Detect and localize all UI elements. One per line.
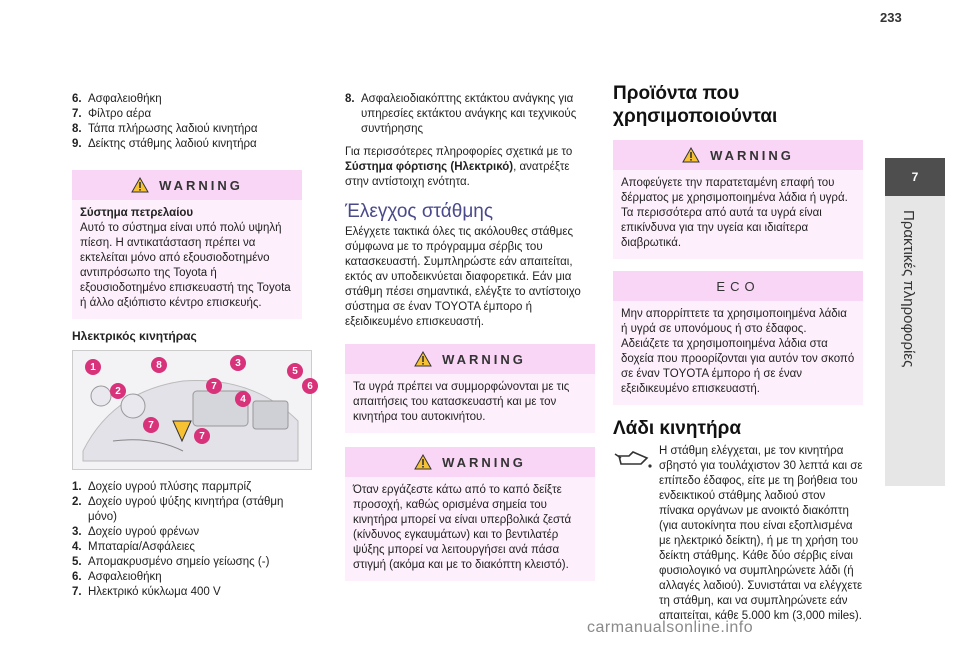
warning-body: Τα υγρά πρέπει να συμμορφώνονται με τις απαιτήσεις του κατασκευαστή και με τον κινητήρα του αυτοκινήτου. (353, 381, 570, 423)
callout-7a: 7 (206, 378, 222, 394)
levels-body: Ελέγχετε τακτικά όλες τις ακόλουθες στάθμες σύμφωνα με το πρόγραμμα σέρβις του κατασκευαστή. Συμπληρώστε εάν απαιτείται, εκτός αν υποδεικνύεται διαφορετικά. Εάν μια στάθμη πέσει σημαντικά, ελέγξτε το αντίστοιχο σύστημα σε έναν TOYOTA έμπορο ή εξειδικευμένο επισκευαστή. (345, 226, 581, 328)
list-item: 3. Δοχείο υγρού φρένων (72, 526, 200, 538)
component-list-bottom (72, 480, 302, 600)
warning-triangle-icon (414, 454, 432, 470)
eco-box (613, 271, 863, 405)
warning-triangle-icon (682, 147, 700, 163)
callout-2: 2 (110, 383, 126, 399)
list-item: 8. Τάπα πλήρωσης λαδιού κινητήρα (72, 123, 258, 135)
section-heading: Έλεγχος στάθμης (345, 201, 494, 222)
warning-box-skin (613, 140, 863, 259)
list-item: 2. Δοχείο υγρού ψύξης κινητήρα (στάθμη μόνο) (72, 496, 284, 523)
column-2 (345, 92, 595, 581)
warning-body: Αποφεύγετε την παρατεταμένη επαφή του δέρματος με χρησιμοποιημένα λάδια ή υγρά. Τα περισσότερα από αυτά τα υγρά είναι επικίνδυνα για την υγεία και ιδιαίτερα διαβρωτικά. (621, 177, 848, 249)
list-item: 6. Ασφαλειοθήκη (72, 93, 162, 105)
page-number: 233 (880, 10, 902, 25)
component-list-item-8 (345, 92, 595, 137)
list-item: 7. Ηλεκτρικό κύκλωμα 400 V (72, 586, 221, 598)
products-title: Προϊόντα που χρησιμοποιούνται (613, 83, 778, 127)
warning-header: WARNING (442, 351, 526, 367)
component-list-top (72, 92, 302, 152)
engine-oil-heading: Λάδι κινητήρα (613, 418, 741, 439)
callout-7c: 7 (194, 428, 210, 444)
warning-triangle-icon (131, 177, 149, 193)
warning-body: Αυτό το σύστημα είναι υπό πολύ υψηλή πίεση. Η αντικατάσταση πρέπει να εκτελείται μόνο από εξουσιοδοτημένο αντιπρόσωπο της Toyota ή εξουσιοδοτημένο επισκευαστή της Toyota ή άλλο αξιόπιστο κέντρο επισκευής. (80, 222, 291, 309)
engine-oil-body: Η στάθμη ελέγχεται, με τον κινητήρα σβηστό για τουλάχιστον 30 λεπτά και σε επίπεδο έδαφος, είτε με τη βοήθεια του ενδεικτικού στάθμης λαδιού στον πίνακα οργάνων με ανοικτό διακόπτη (για αυτοκίνητα που είναι εξοπλισμένα με ηλεκτρικό δείκτη), ή με τη χρήση του δείκτη στάθμης. Κάθε δύο σέρβις είναι φυσιολογικό να συμπληρώνετε λάδι (ή αλλαγές λαδιού). Συνιστάται να ελέγχετε τη στάθμη, και να συμπληρώνετε εάν απαιτείται, κάθε 5.000 km (3,000 miles). (659, 445, 863, 622)
column-1 (72, 92, 313, 600)
watermark: carmanualsonline.info (587, 619, 754, 636)
engine-diagram (72, 350, 312, 470)
section-subheading: Ηλεκτρικός κινητήρας (72, 329, 197, 343)
warning-header: WARNING (159, 177, 243, 193)
callout-8: 8 (151, 357, 167, 373)
list-item: 9. Δείκτης στάθμης λαδιού κινητήρα (72, 138, 257, 150)
oil-can-icon (613, 444, 653, 470)
warning-title: Σύστημα πετρελαίου (80, 207, 194, 219)
callout-7b: 7 (143, 417, 159, 433)
list-item: 4. Μπαταρία/Ασφάλειες (72, 541, 195, 553)
callout-6: 6 (302, 378, 318, 394)
warning-box-fluids (345, 344, 595, 433)
eco-header: ECO (613, 271, 863, 301)
warning-triangle-icon (414, 351, 432, 367)
chapter-tab[interactable]: 7 (885, 158, 945, 196)
more-info-paragraph: Για περισσότερες πληροφορίες σχετικά με το Σύστημα φόρτισης (Ηλεκτρικό), ανατρέξτε στην αντίστοιχη ενότητα. (345, 146, 573, 188)
engine-illustration (73, 351, 311, 469)
column-3 (613, 82, 863, 624)
list-item: 6. Ασφαλειοθήκη (72, 571, 162, 583)
callout-3: 3 (230, 355, 246, 371)
eco-body: Μην απορρίπτετε τα χρησιμοποιημένα λάδια ή υγρά σε υπονόμους ή στο έδαφος. Αδειάζετε τα χρησιμοποιημένα λάδια στα δοχεία που προορίζονται για αυτόν τον σκοπό σε έναν TOYOTA έμπορο ή σε έναν εξειδικευμένο επισκευαστή. (621, 308, 855, 395)
callout-5: 5 (287, 363, 303, 379)
warning-box-hood (345, 447, 595, 581)
callout-1: 1 (85, 359, 101, 375)
warning-header: WARNING (442, 454, 526, 470)
list-item: 1. Δοχείο υγρού πλύσης παρμπρίζ (72, 481, 252, 493)
warning-box-fuel (72, 170, 302, 319)
list-item: 7. Φίλτρο αέρα (72, 108, 152, 120)
warning-header: WARNING (710, 147, 794, 163)
callout-4: 4 (235, 391, 251, 407)
chapter-label: Πρακτικές πληροφορίες (900, 210, 917, 368)
list-item: 8. Ασφαλειοδιακόπτης εκτάκτου ανάγκης για υπηρεσίες εκτάκτου ανάγκης και τεχνικούς συντήρησης (345, 93, 577, 135)
list-item: 5. Απομακρυσμένο σημείο γείωσης (-) (72, 556, 270, 568)
warning-body: Όταν εργάζεστε κάτω από το καπό δείξτε προσοχή, καθώς ορισμένα σημεία του κινητήρα μπορεί να είναι υπερβολικά ζεστά (κίνδυνος εγκαυμάτων) και το βεντιλατέρ ψύξης μπορεί να λειτουργήσει ανά πάσα στιγμή (ακόμα και με το διακόπτη κλειστό). (353, 484, 572, 571)
